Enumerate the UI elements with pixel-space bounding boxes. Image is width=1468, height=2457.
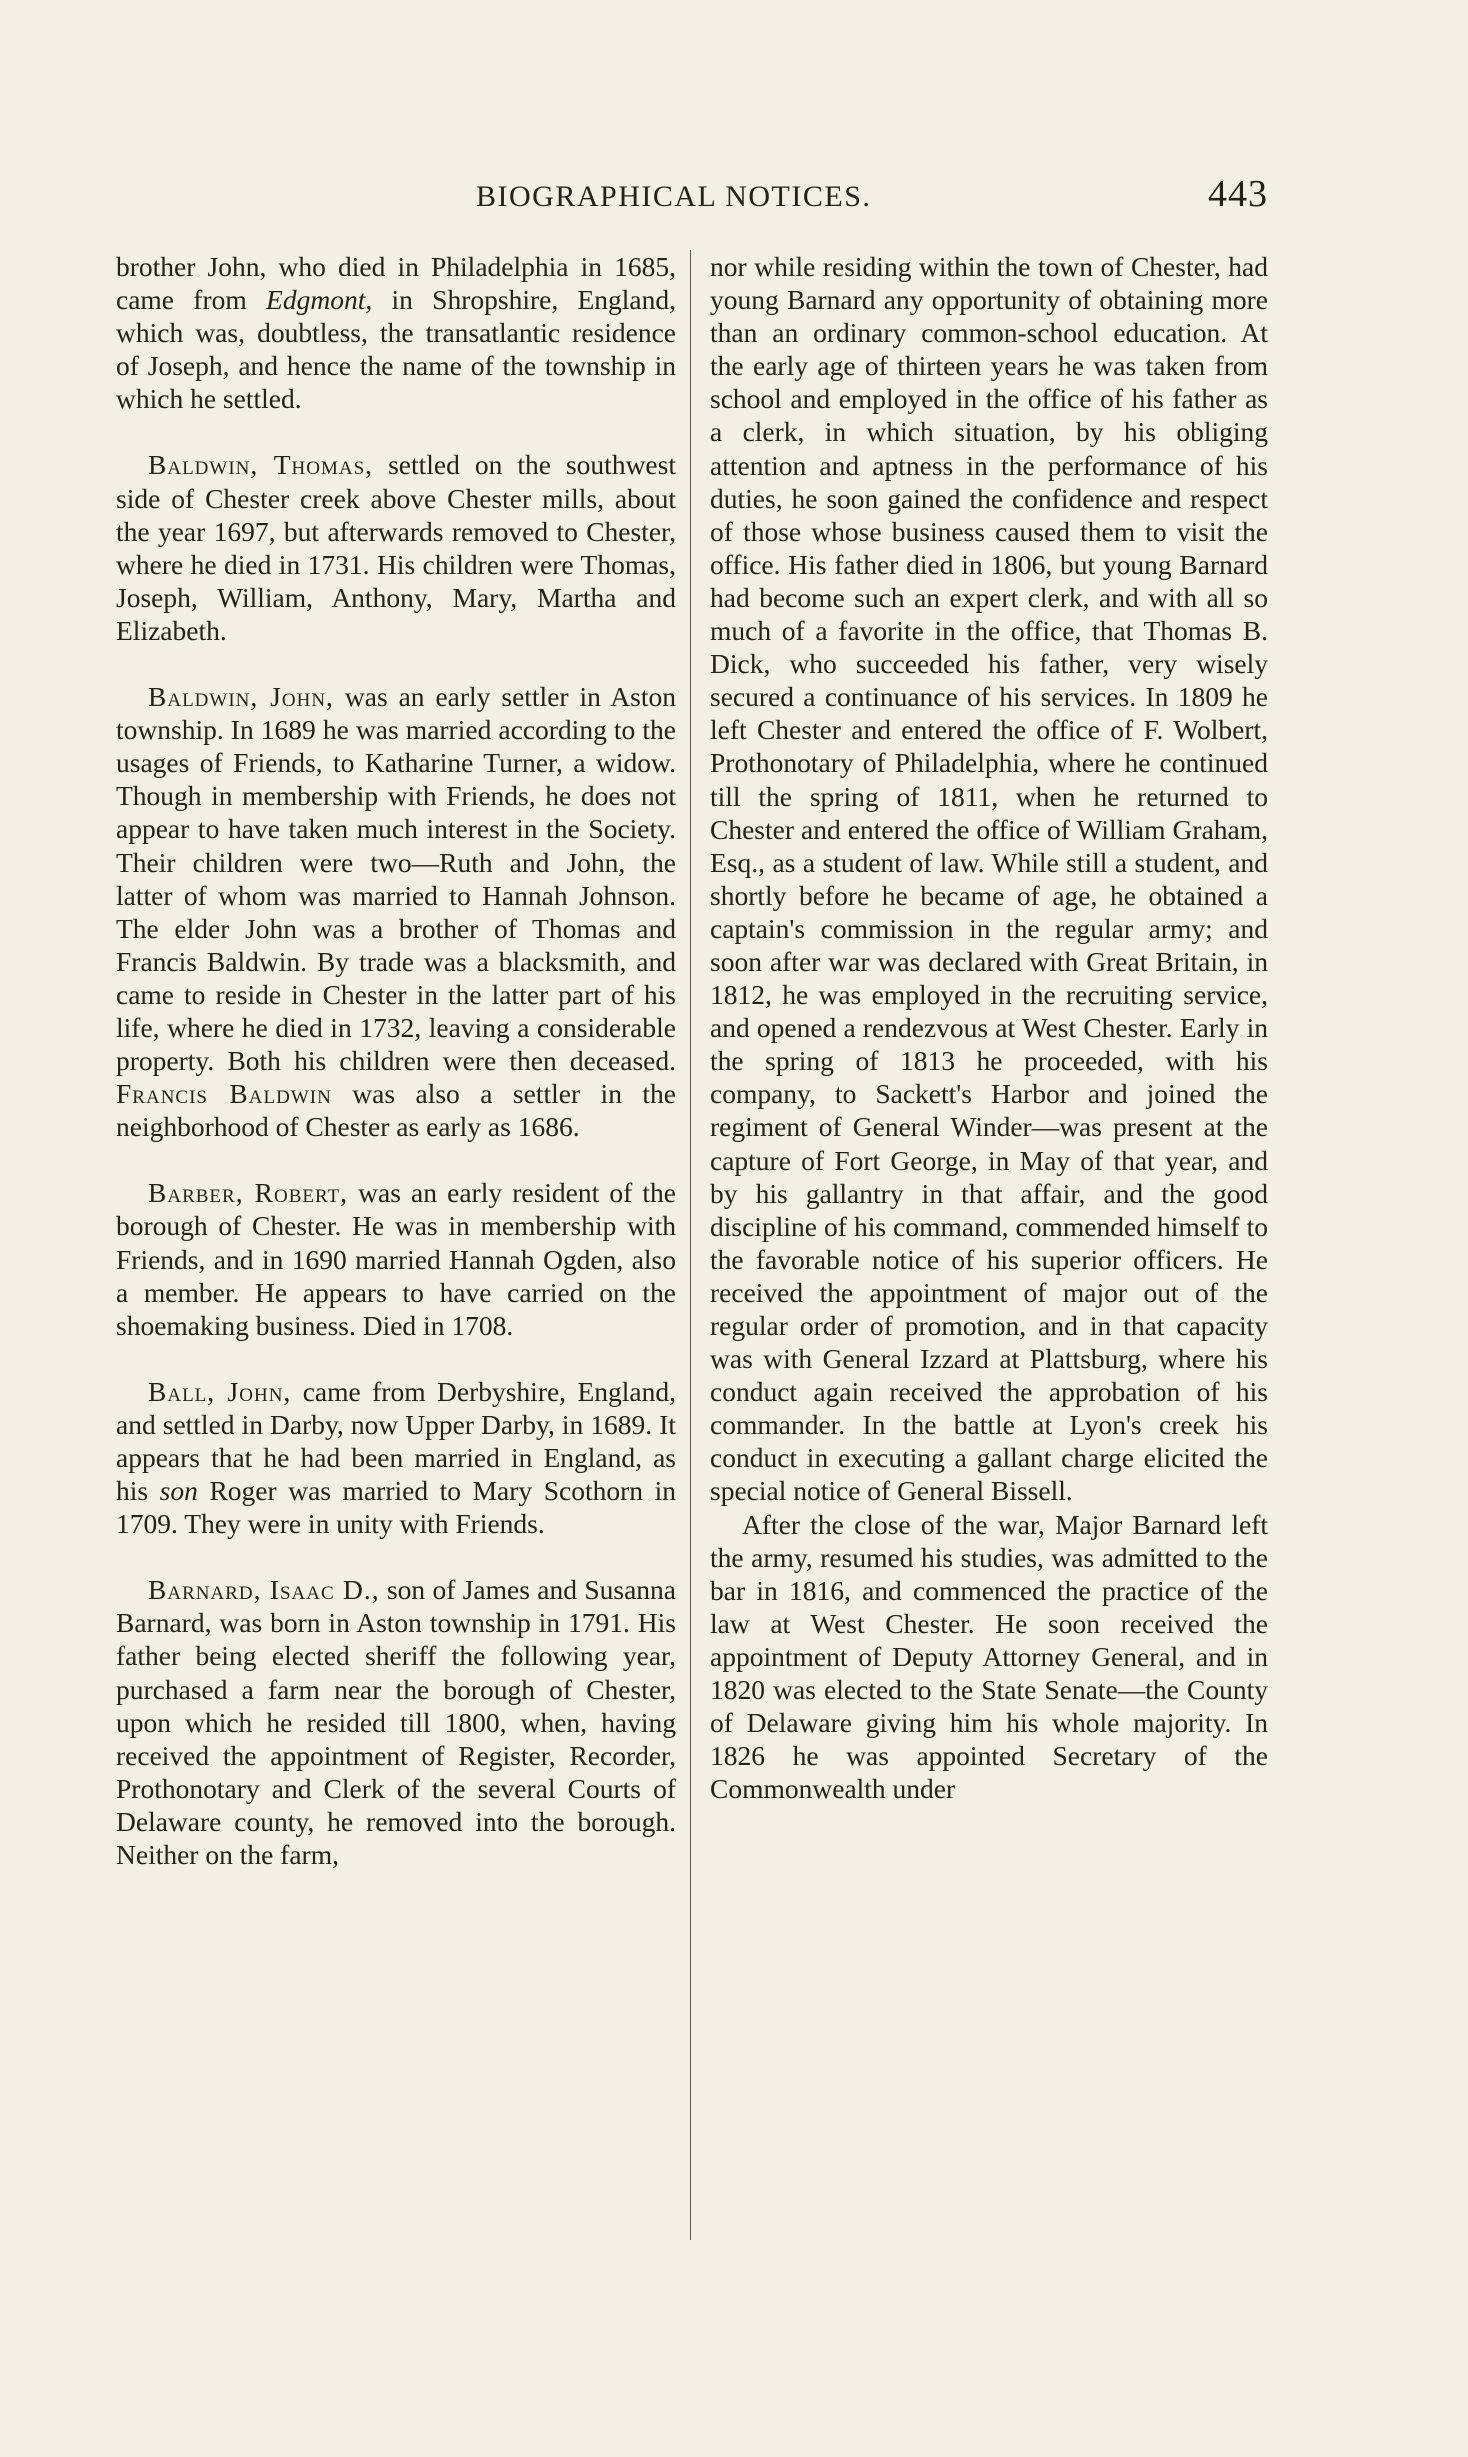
text: brother John, who died in Philadelphia in 1685, came from bbox=[116, 251, 676, 316]
entry-text: was also a settler in the neighborhood of Chester as early as 1686. bbox=[116, 1078, 676, 1143]
column-divider bbox=[690, 250, 691, 2240]
right-column bbox=[710, 250, 1268, 1805]
entry-text: son of James and Susanna Barnard, was born in Aston township in 1791. His father being elected sheriff the following year, purchased a farm near the borough of Chester, upon which he resided till 1800, when, having received the appointment of Register, Recorder, Prothonotary and Clerk of the several Courts of Delaware county, he removed into the borough. Neither on the farm, bbox=[116, 1574, 676, 1871]
entry-text: was an early settler in Aston township. In 1689 he was married according to the usages of Friends, to Katharine Turner, a widow. Though in membership with Friends, he does not appear to have taken much interest in the Society. Their children were two—Ruth and John, the latter of whom was married to Hannah Johnson. The elder John was a brother of Thomas and Francis Baldwin. By trade was a blacksmith, and came to reside in Chester in the latter part of his life, where he died in 1732, leaving a considerable property. Both his children were then deceased. bbox=[116, 681, 676, 1077]
text: in Shropshire, England, which was, doubtless, the transatlantic residence of Joseph, and hence the name of the township in which he settled. bbox=[116, 284, 676, 415]
page-header bbox=[116, 173, 1268, 222]
entry-text: was an early resident of the borough of Chester. He was in membership with Friends, and in 1690 married Hannah Ogden, also a member. He appears to have carried on the shoemaking business. Died in 1708. bbox=[116, 1177, 676, 1341]
entry-name: Barber, Robert, bbox=[148, 1177, 349, 1209]
entry-barnard-isaac bbox=[116, 1573, 676, 1871]
entry-baldwin-john bbox=[116, 680, 676, 1143]
running-title: BIOGRAPHICAL NOTICES. bbox=[476, 180, 872, 213]
paragraph-continuation: nor while residing within the town of Chester, had young Barnard any opportunity of obtaining more than an ordinary common-school education. At the early age of thirteen years he was taken from school and employed in the office of his father as a clerk, in which situation, by his obliging attention and aptness in the performance of his duties, he soon gained the confidence and respect of those whose business caused them to visit the office. His father died in 1806, but young Barnard had become such an expert clerk, and with all so much of a favorite in the office, that Thomas B. Dick, who succeeded his father, very wisely secured a continuance of his services. In 1809 he left Chester and entered the office of F. Wolbert, Prothonotary of Philadelphia, where he continued till the spring of 1811, when he returned to Chester and entered the office of William Graham, Esq., as a student of law. While still a student, and shortly before he became of age, he obtained a captain's commission in the regular army; and soon after war was declared with Great Britain, in 1812, he was employed in the recruiting service, and opened a rendezvous at West Chester. Early in the spring of 1813 he proceeded, with his company, to Sackett's Harbor and joined the regiment of General Winder—was present at the capture of Fort George, in May of that year, and by his gallantry in that affair, and the good discipline of his command, commended himself to the favorable notice of his superior officers. He received the appointment of major out of the regular order of promotion, and in that capacity was with General Izzard at Plattsburg, where his conduct again received the approbation of his commander. In the battle at Lyon's creek his conduct in executing a gallant charge elicited the special notice of General Bissell. bbox=[710, 251, 1268, 1507]
entry-ball-john bbox=[116, 1375, 676, 1540]
entry-name: Ball, John, bbox=[148, 1375, 292, 1407]
entry-name-secondary: Francis Baldwin bbox=[116, 1078, 332, 1110]
italic-word: son bbox=[159, 1475, 198, 1507]
entry-text: Roger was married to Mary Scothorn in 1709. They were in unity with Friends. bbox=[116, 1475, 676, 1540]
page-number: 443 bbox=[1208, 173, 1268, 215]
paragraph: After the close of the war, Major Barnard left the army, resumed his studies, was admitted to the bar in 1816, and commenced the practice of the law at West Chester. He soon received the appointment of Deputy Attorney General, and in 1820 was elected to the State Senate—the County of Delaware giving him his whole majority. In 1826 he was appointed Secretary of the Commonwealth under bbox=[710, 1508, 1268, 1805]
paragraph-continuation bbox=[116, 250, 676, 415]
entry-name: Barnard, Isaac D., bbox=[148, 1574, 380, 1606]
entry-text: came from Derbyshire, England, and settled in Darby, now Upper Darby, in 1689. It appears that he had been married in England, as his bbox=[116, 1375, 676, 1507]
entry-text: settled on the southwest side of Chester creek above Chester mills, about the year 1697, but afterwards removed to Chester, where he died in 1731. His children were Thomas, Joseph, William, Anthony, Mary, Martha and Elizabeth. bbox=[116, 449, 676, 646]
left-column bbox=[116, 250, 676, 1871]
entry-barber-robert bbox=[116, 1176, 676, 1341]
entry-baldwin-thomas bbox=[116, 448, 676, 647]
entry-name: Baldwin, John, bbox=[148, 681, 334, 713]
entry-name: Baldwin, Thomas, bbox=[148, 449, 374, 481]
place-name: Edgmont, bbox=[266, 284, 373, 316]
